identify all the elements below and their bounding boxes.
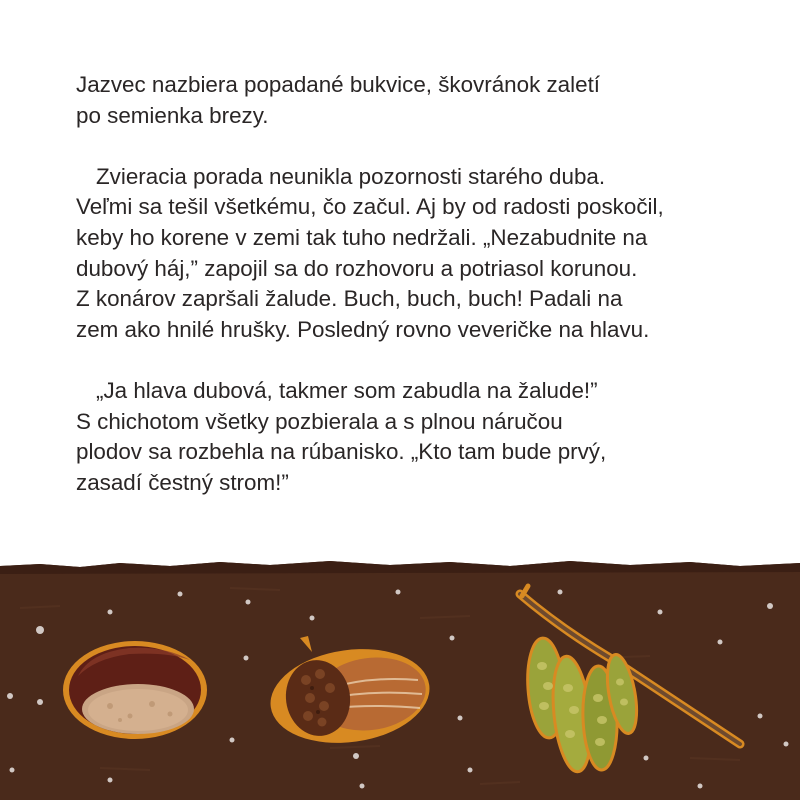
text-line: S chichotom všetky pozbierala a s plnou náručou (76, 408, 563, 434)
paragraph-2 (76, 162, 766, 346)
chestnut-icon (63, 641, 207, 739)
text-line: keby ho korene v zemi tak tuho nedržali. „Nezabudnite na (76, 224, 648, 250)
text-line: Jazvec nazbiera popadané bukvice, škovránok zaletí (76, 72, 601, 97)
text-line: Zvieracia porada neunikla pozornosti starého duba. (96, 163, 606, 189)
paragraph-3 (76, 376, 766, 498)
text-line: „Ja hlava dubová, takmer som zabudla na žalude!” (96, 377, 598, 403)
text-line: dubový háj,” zapojil sa do rozhovoru a potriasol korunou. (76, 255, 638, 281)
story-text (76, 70, 766, 529)
text-line: Veľmi sa tešil všetkému, čo začul. Aj by od radosti poskočil, (76, 194, 664, 220)
text-line: Z konárov zapršali žalude. Buch, buch, buch! Padali na (76, 286, 623, 312)
text-line: plodov sa rozbehla na rúbanisko. „Kto tam bude prvý, (76, 439, 607, 465)
text-line: po semienka brezy. (76, 102, 269, 128)
soil-illustration (0, 548, 800, 800)
soil-top-edge (0, 561, 800, 574)
text-line: zasadí čestný strom!” (76, 469, 289, 495)
text-line: zem ako hnilé hrušky. Posledný rovno veveričke na hlavu. (76, 316, 650, 342)
paragraph-1 (76, 70, 766, 131)
